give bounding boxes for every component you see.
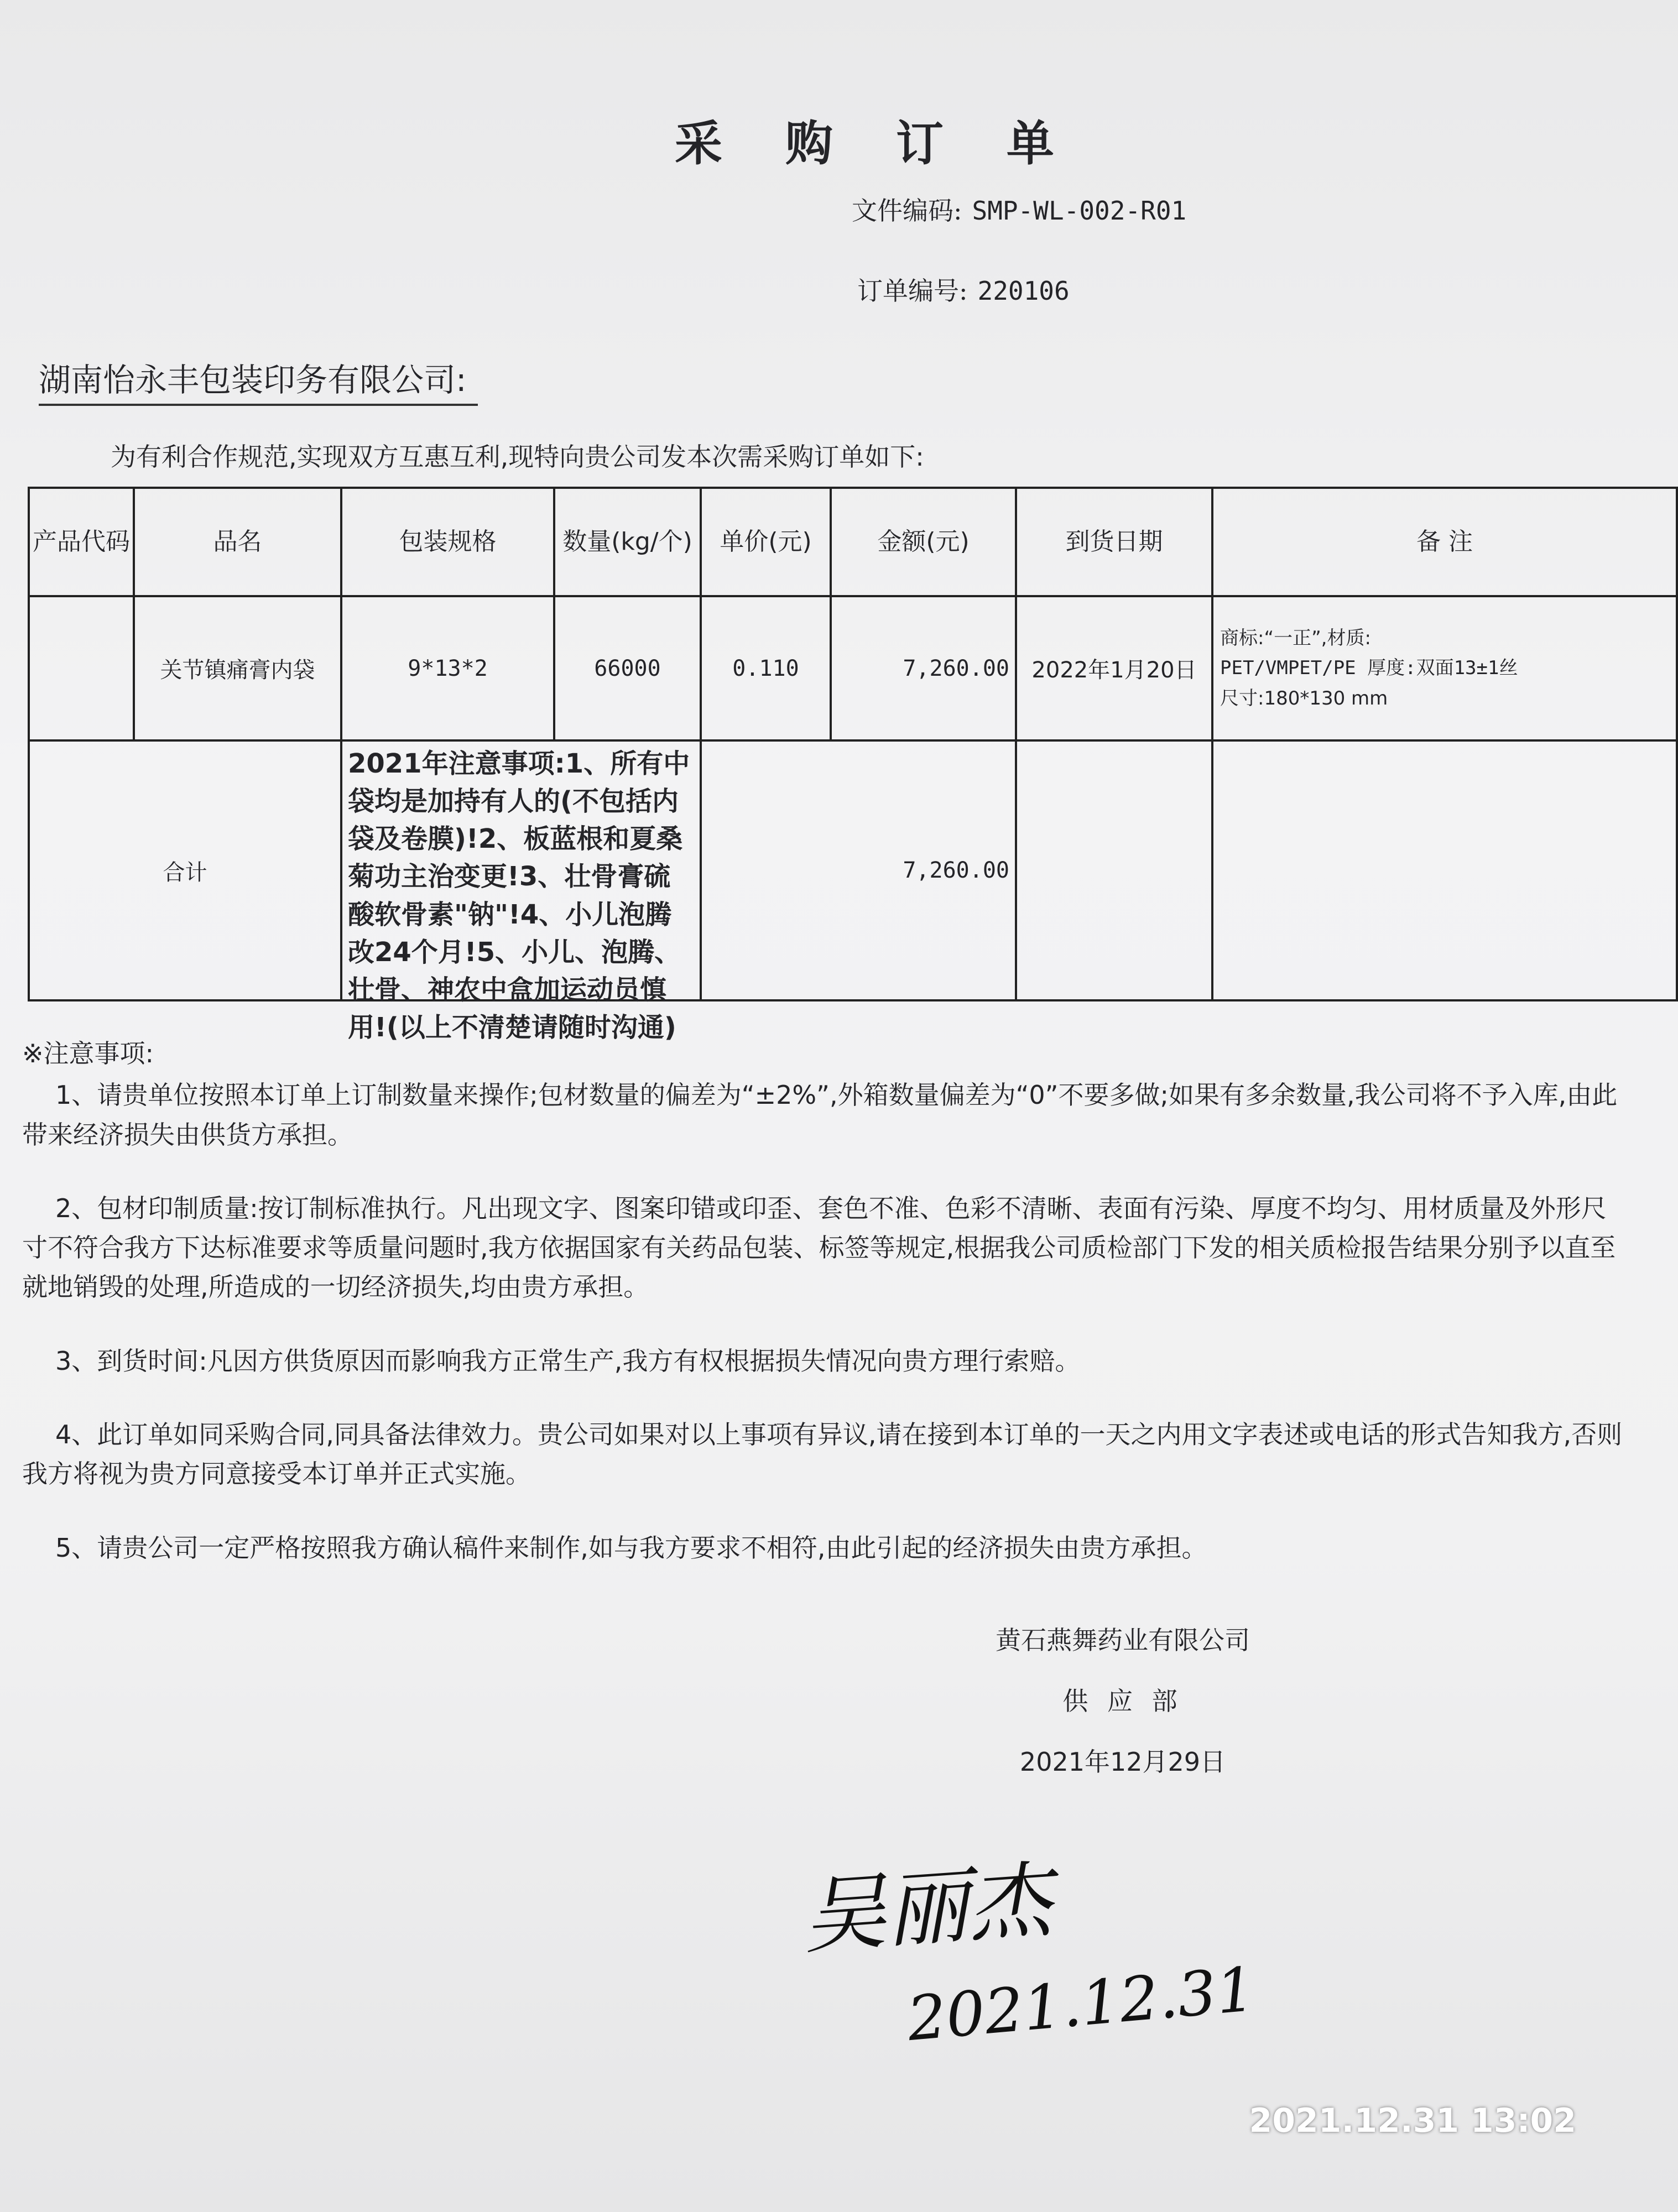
table-header-row: [29, 488, 1677, 596]
order-number-label: 订单编号:: [857, 276, 968, 306]
remark-line-material: PET/VMPET/PE 厚度:双面13±1丝: [1220, 657, 1518, 680]
cell-total-empty-remark: [1212, 740, 1677, 1000]
notice-text: 2021年注意事项:1、所有中袋均是加持有人的(不包括内袋及卷膜)!2、板蓝根和夏桑菊功主治变更!3、壮骨膏硫酸软骨素"钠"!4、小儿泡腾改24个月!5、小儿、泡腾、壮骨、神农中盒加运动员慎用!(以上不清楚请随时沟通): [348, 748, 690, 1044]
note-item-4: 4、此订单如同采购合同,同具备法律效力。贵公司如果对以上事项有异议,请在接到本订单的一天之内用文字表述或电话的形式告知我方,否则我方将视为贵方同意接受本订单并正式实施。: [22, 1420, 1623, 1489]
order-number-line: [857, 271, 1070, 307]
notes-heading: ※注意事项:: [22, 1039, 154, 1068]
document-title: 采 购 订 单: [675, 116, 1077, 171]
cell-quantity: 66000: [554, 596, 701, 740]
cell-2021-notice: [341, 740, 701, 1044]
file-code-line: [852, 191, 1186, 227]
order-table: [28, 487, 1678, 1044]
note-item-1: 1、请贵单位按照本订单上订制数量来操作;包材数量的偏差为“±2%”,外箱数量偏差为“0”不要多做;如果有多余数量,我公司将不予入库,由此带来经济损失由供货方承担。: [22, 1080, 1618, 1150]
cell-amount: 7,260.00: [831, 596, 1016, 740]
header-amount: 金额(元): [831, 488, 1016, 596]
cell-delivery-date: 2022年1月20日: [1016, 596, 1212, 740]
intro-text: 为有利合作规范,实现双方互惠互利,现特向贵公司发本次需采购订单如下:: [111, 442, 924, 472]
header-remark: 备 注: [1212, 488, 1677, 596]
handwritten-signature: 吴丽杰: [799, 1852, 1055, 1966]
photo-timestamp: 2021.12.31 13:02: [1249, 2101, 1576, 2140]
signing-date: 2021年12月29日: [1019, 1747, 1226, 1777]
signing-company: 黄石燕舞药业有限公司: [996, 1625, 1250, 1655]
note-item-2: 2、包材印制质量:按订制标准执行。凡出现文字、图案印错或印歪、套色不准、色彩不清晰、表面有污染、厚度不均匀、用材质量及外形尺寸不符合我方下达标准要求等质量问题时,我方依据国家有关药品包装、标签等规定,根据我公司质检部门下发的相关质检报告结果分别予以直至就地销毁的处理,所造成的一切经济损失,均由贵方承担。: [22, 1193, 1616, 1302]
notes-section: [22, 1034, 1626, 1602]
header-product-code: 产品代码: [29, 488, 134, 596]
cell-total-label: 合计: [29, 740, 341, 1000]
table-total-row: [29, 740, 1677, 1000]
table-row: [29, 596, 1677, 740]
cell-total-empty-date: [1016, 740, 1212, 1000]
header-unit-price: 单价(元): [701, 488, 831, 596]
file-code-label: 文件编码:: [852, 196, 962, 226]
file-code-value: SMP-WL-002-R01: [972, 196, 1187, 226]
cell-product-name: 关节镇痛膏内袋: [134, 596, 341, 740]
handwritten-date: 2021.12.31: [904, 1953, 1258, 2055]
addressee-company: 湖南怡永丰包装印务有限公司:: [39, 354, 478, 406]
cell-spec: 9*13*2: [341, 596, 554, 740]
cell-product-code: [29, 596, 134, 740]
remark-line-brand: 商标:“一正”,材质:: [1220, 627, 1371, 649]
remark-line-size: 尺寸:180*130 mm: [1220, 687, 1388, 709]
note-item-3: 3、到货时间:凡因方供货原因而影响我方正常生产,我方有权根据损失情况向贵方理行索赔。: [55, 1345, 1081, 1376]
note-item-5: 5、请贵公司一定严格按照我方确认稿件来制作,如与我方要求不相符,由此引起的经济损失由贵方承担。: [55, 1532, 1207, 1563]
header-delivery-date: 到货日期: [1016, 488, 1212, 596]
header-quantity: 数量(kg/个): [554, 488, 701, 596]
cell-remark: [1212, 596, 1677, 740]
cell-unit-price: 0.110: [701, 596, 831, 740]
header-spec: 包装规格: [341, 488, 554, 596]
signing-department: 供 应 部: [1062, 1686, 1183, 1716]
order-number-value: 220106: [977, 276, 1070, 306]
header-product-name: 品名: [134, 488, 341, 596]
cell-total-amount: 7,260.00: [701, 740, 1016, 1000]
